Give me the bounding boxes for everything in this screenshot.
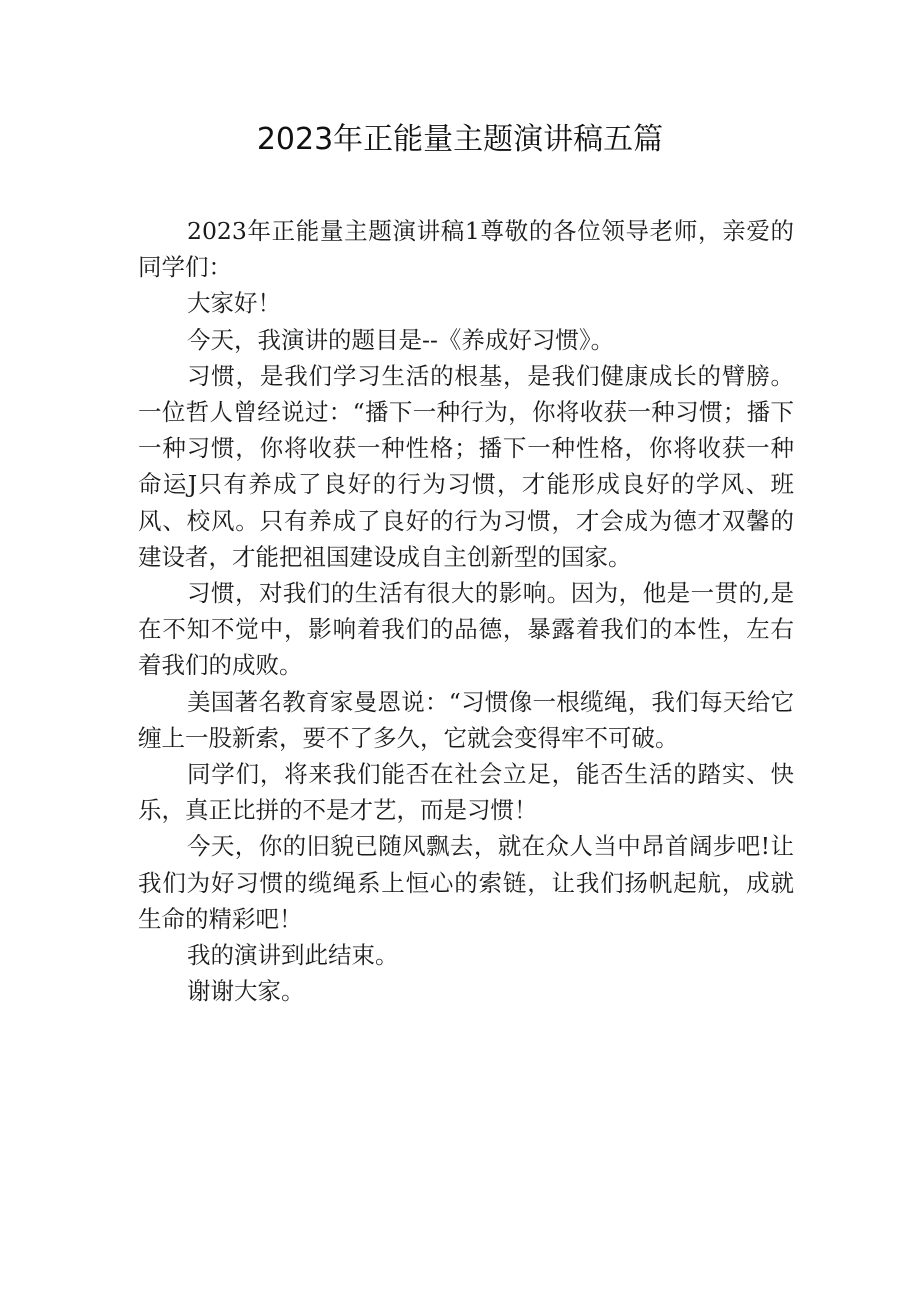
- paragraph-today: 今天，你的旧貌已随风飘去，就在众人当中昂首阔步吧!让我们为好习惯的缆绳系上恒心的索链，让我们扬帆起航，成就生命的精彩吧！: [138, 832, 794, 933]
- paragraph-habit-foundation: 习惯，是我们学习生活的根基，是我们健康成长的臂膀。一位哲人曾经说过：“播下一种行为，你将收获一种习惯；播下一种习惯，你将收获一种性格；播下一种性格，你将收获一种命运J只有养成了良好的行为习惯，才能形成良好的学风、班风、校风。只有养成了良好的行为习惯，才会成为德才双馨的建设者，才能把祖国建设成自主创新型的国家。: [138, 361, 794, 571]
- paragraph-mann-quote: 美国著名教育家曼恩说：“习惯像一根缆绳，我们每天给它缠上一股新索，要不了多久，它就会变得牢不可破。: [138, 687, 794, 752]
- paragraph-hello: 大家好！: [187, 289, 281, 318]
- document-title: 2023年正能量主题演讲稿五篇: [256, 122, 664, 157]
- paragraph-habit-influence: 习惯，对我们的生活有很大的影响。因为，他是一贯的,是在不知不觉中，影响着我们的品德，暴露着我们的本性，左右着我们的成败。: [138, 579, 794, 680]
- document-body: [138, 213, 794, 1009]
- paragraph-closing: 我的演讲到此结束。: [187, 941, 399, 970]
- paragraph-greeting: 2023年正能量主题演讲稿1尊敬的各位领导老师，亲爱的同学们：: [138, 217, 794, 282]
- paragraph-classmates: 同学们，将来我们能否在社会立足，能否生活的踏实、快乐，真正比拼的不是才艺，而是习惯！: [138, 760, 794, 825]
- paragraph-thanks: 谢谢大家。: [187, 977, 305, 1006]
- paragraph-topic: 今天，我演讲的题目是--《养成好习惯》。: [187, 325, 615, 354]
